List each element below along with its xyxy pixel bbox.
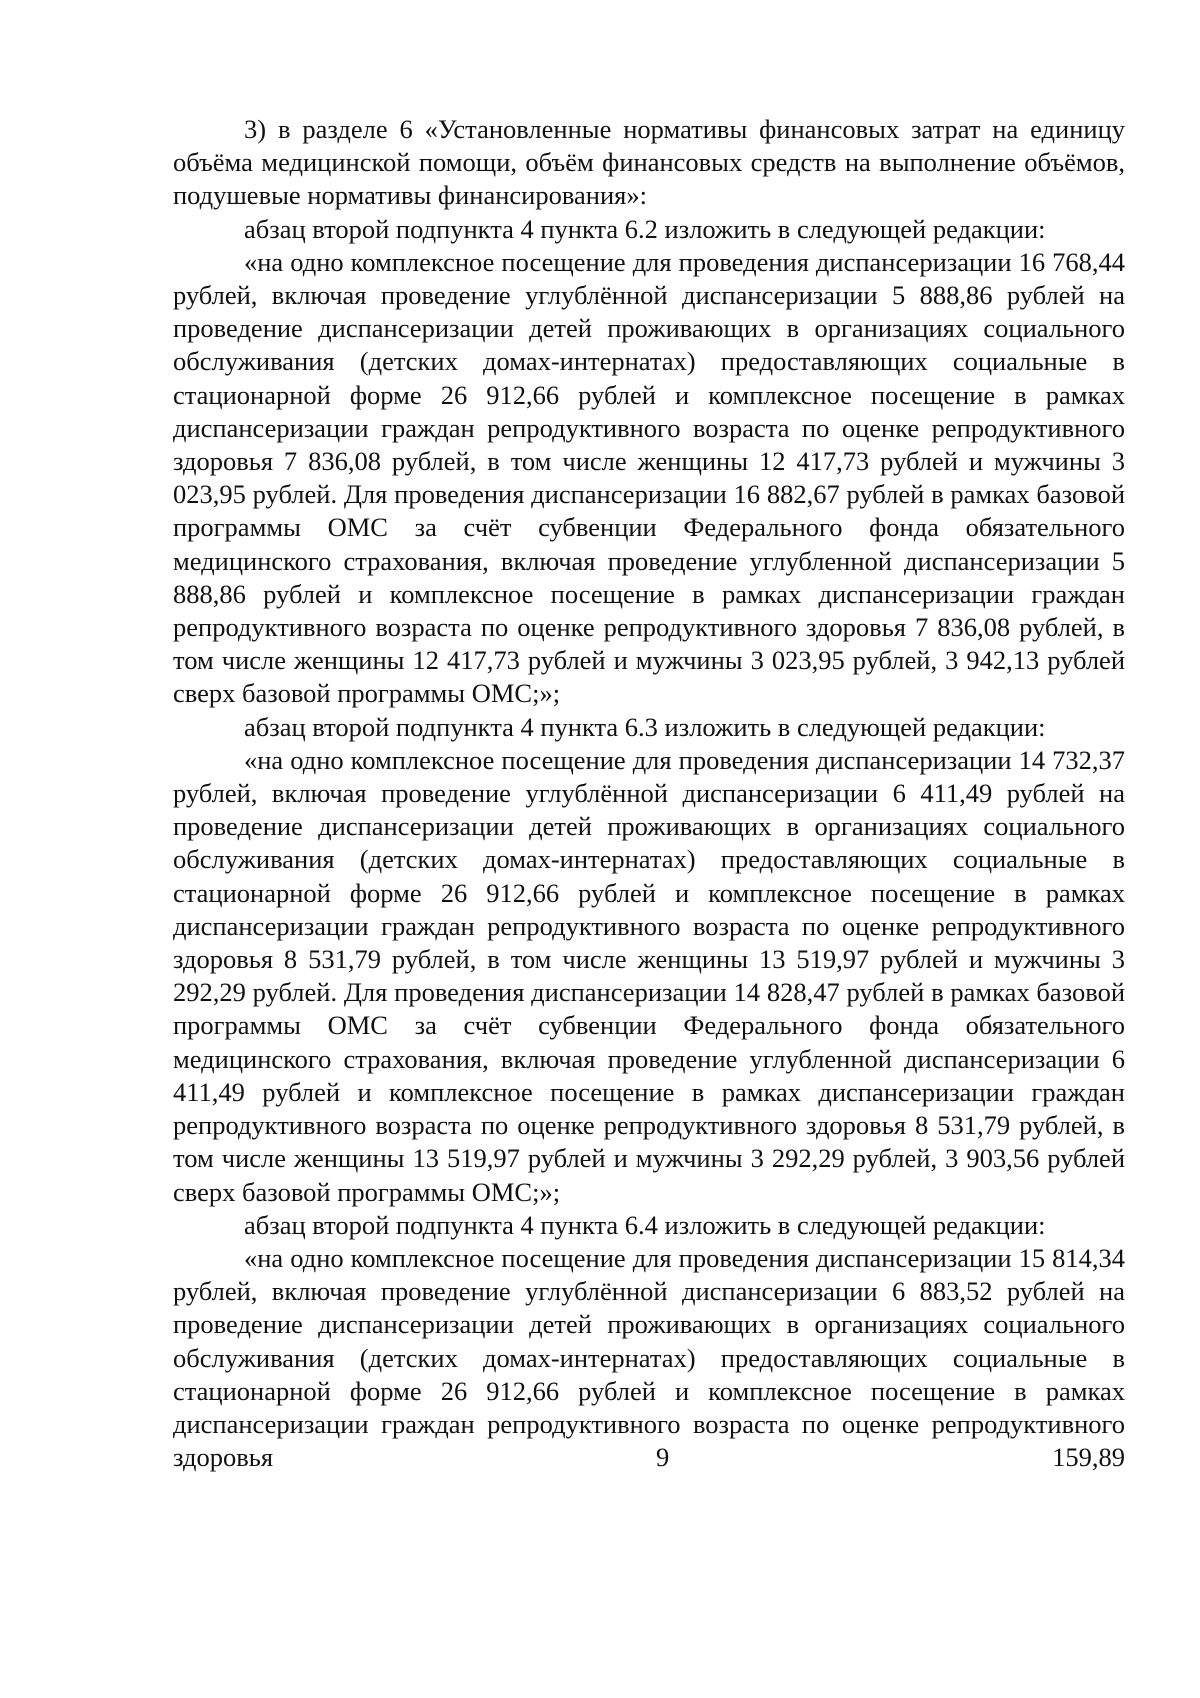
amendment-6-4-paragraph: «на одно комплексное посещение для проведения диспансеризации 15 814,34 рублей, включая проведение углублённой диспансеризации 6 883,52 рублей на проведение диспансеризации детей проживающих в организациях социального обслуживания (детских домах-интернатах) предоставляющих социальные в стационарной форме 26 912,66 рублей и комплексное посещение в рамках диспансеризации граждан репродуктивного возраста по оценке репродуктивного здоровья 9 159,89 [173,1242,1125,1473]
instruction-6-4-paragraph: абзац второй подпункта 4 пункта 6.4 изложить в следующей редакции: [244,1209,1046,1240]
instruction-6-2-paragraph: абзац второй подпункта 4 пункта 6.2 изложить в следующей редакции: [244,213,1046,244]
amendment-6-2-paragraph: «на одно комплексное посещение для проведения диспансеризации 16 768,44 рублей, включая проведение углублённой диспансеризации 5 888,86 рублей на проведение диспансеризации детей проживающих в организациях социального обслуживания (детских домах-интернатах) предоставляющих социальные в стационарной форме 26 912,66 рублей и комплексное посещение в рамках диспансеризации граждан репродуктивного возраста по оценке репродуктивного здоровья 7 836,08 рублей, в том числе женщины 12 417,73 рублей и мужчины 3 023,95 рублей. Для проведения диспансеризации 16 882,67 рублей в рамках базовой программы ОМС за счёт субвенции Федерального фонда обязательного медицинского страхования, включая проведение углубленной диспансеризации 5 888,86 рублей и комплексное посещение в рамках диспансеризации граждан репродуктивного возраста по оценке репродуктивного здоровья 7 836,08 рублей, в том числе женщины 12 417,73 рублей и мужчины 3 023,95 рублей, 3 942,13 рублей сверх базовой программы ОМС;»; [173,246,1125,709]
document-body [173,113,1125,1474]
amendment-6-3-paragraph: «на одно комплексное посещение для проведения диспансеризации 14 732,37 рублей, включая проведение углублённой диспансеризации 6 411,49 рублей на проведение диспансеризации детей проживающих в организациях социального обслуживания (детских домах-интернатах) предоставляющих социальные в стационарной форме 26 912,66 рублей и комплексное посещение в рамках диспансеризации граждан репродуктивного возраста по оценке репродуктивного здоровья 8 531,79 рублей, в том числе женщины 13 519,97 рублей и мужчины 3 292,29 рублей. Для проведения диспансеризации 14 828,47 рублей в рамках базовой программы ОМС за счёт субвенции Федерального фонда обязательного медицинского страхования, включая проведение углубленной диспансеризации 6 411,49 рублей и комплексное посещение в рамках диспансеризации граждан репродуктивного возраста по оценке репродуктивного здоровья 8 531,79 рублей, в том числе женщины 13 519,97 рублей и мужчины 3 292,29 рублей, 3 903,56 рублей сверх базовой программы ОМС;»; [173,744,1125,1207]
instruction-6-3-paragraph: абзац второй подпункта 4 пункта 6.3 изложить в следующей редакции: [244,711,1046,742]
section-6-intro-paragraph: 3) в разделе 6 «Установленные нормативы финансовых затрат на единицу объёма медицинской помощи, объём финансовых средств на выполнение объёмов, подушевые нормативы финансирования»: [173,114,1125,211]
